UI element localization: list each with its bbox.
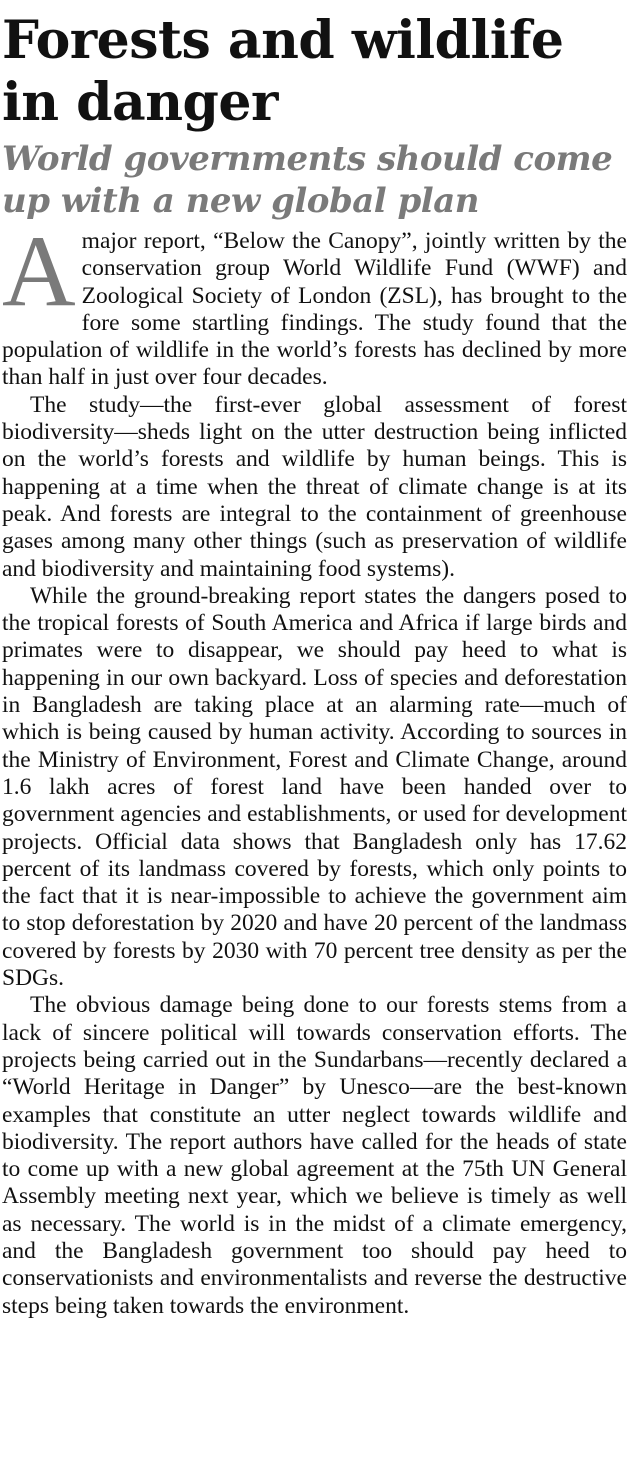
paragraph-4: The obvious damage being done to our forests stems from a lack of sincere political will towards conservation efforts. The projects being carried out in the Sundarbans—recently declared a “World Heritage in Danger” by Unesco—are the best-known examples that constitute an utter neglect towards wildlife and biodiversity. The report authors have called for the heads of state to come up with a new global agreement at the 75th UN General Assembly meeting next year, which we believe is timely as well as necessary. The world is in the midst of a climate emergency, and the Bangladesh government too should pay heed to conservationists and environmentalists and reverse the destructive steps being taken towards the environment. <box>2 992 627 1319</box>
paragraph-2: The study—the first-ever global assessment of forest biodiversity—sheds light on the utter destruction being inflicted on the world’s forests and wildlife by human beings. This is happening at a time when the threat of climate change is at its peak. And forests are integral to the containment of greenhouse gases among many other things (such as preservation of wildlife and biodiversity and maintaining food systems). <box>2 391 627 582</box>
editorial-article <box>2 10 627 1320</box>
subheadline: World governments should come up with a new global plan <box>2 139 613 221</box>
drop-cap: A <box>2 215 76 328</box>
paragraph-1 <box>2 215 627 392</box>
headline: Forests and wildlife in danger <box>2 10 564 133</box>
article-body <box>2 215 627 1320</box>
paragraph-3: While the ground-breaking report states the dangers posed to the tropical forests of South America and Africa if large birds and primates were to disappear, we should pay heed to what is happening in our own backyard. Loss of species and deforestation in Bangladesh are taking place at an alarming rate—much of which is being caused by human activity. According to sources in the Ministry of Environment, Forest and Climate Change, around 1.6 lakh acres of forest land have been handed over to government agencies and establishments, or used for development projects. Official data shows that Bangladesh only has 17.62 percent of its landmass covered by forests, which only points to the fact that it is near-impossible to achieve the government aim to stop deforestation by 2020 and have 20 percent of the landmass covered by forests by 2030 with 70 percent tree density as per the SDGs. <box>2 582 627 992</box>
paragraph-1-text: major report, “Below the Canopy”, jointly written by the conservation group World Wildlife Fund (WWF) and Zoological Society of London (ZSL), has brought to the fore some startling findings. The study found that the population of wildlife in the world’s forests has declined by more than half in just over four decades. <box>2 228 627 391</box>
